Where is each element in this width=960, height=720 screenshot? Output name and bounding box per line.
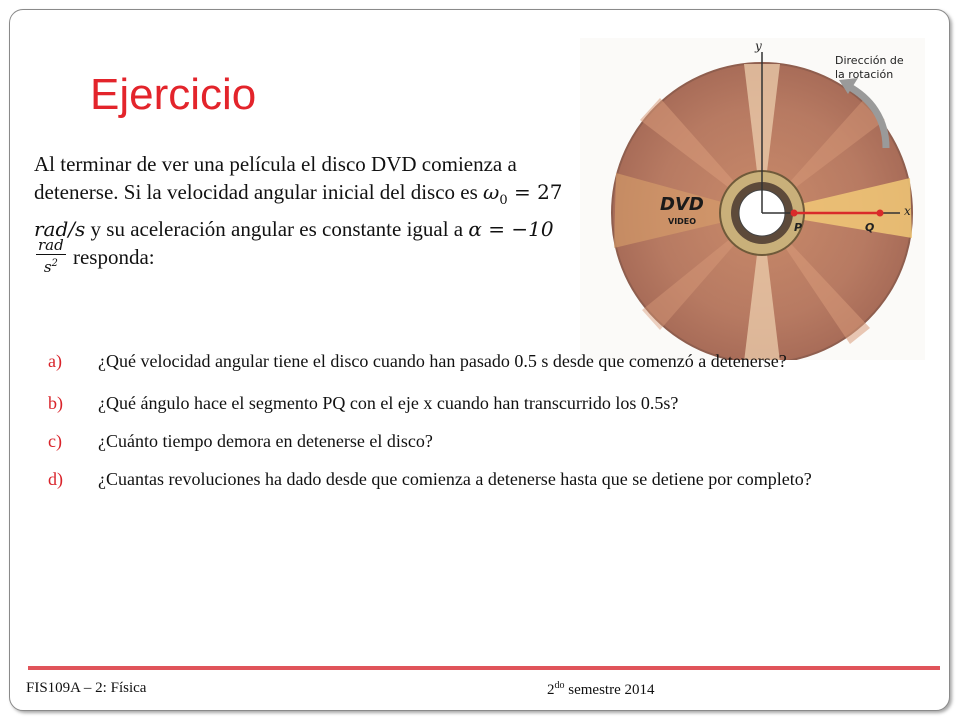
dvd-logo: DVD <box>660 194 704 215</box>
question-marker: c) <box>48 431 62 451</box>
question-marker: b) <box>48 393 63 413</box>
semester-text: semestre 2014 <box>564 682 655 698</box>
question-item <box>48 466 868 492</box>
omega-symbol: ω <box>483 180 500 204</box>
alpha-value: α = −10 <box>468 217 554 241</box>
point-q-marker <box>877 210 884 217</box>
semester-ordinal: do <box>554 680 565 691</box>
question-text: ¿Cuánto tiempo demora en detenerse el disco? <box>98 431 433 451</box>
point-q-label: Q <box>865 221 875 234</box>
fraction-denominator-exponent: 2 <box>51 257 58 269</box>
footer-divider <box>28 666 940 670</box>
problem-statement <box>34 150 579 276</box>
footer-course: FIS109A – 2: Física <box>26 680 147 696</box>
question-text: ¿Cuantas revoluciones ha dado desde que comienza a detenerse hasta que se detiene por completo? <box>98 469 812 489</box>
intro-text-1: Al terminar de ver una película el disco DVD comienza a detenerse. Si la velocidad angular inicial del disco es <box>34 152 517 204</box>
fraction-denominator <box>42 255 60 276</box>
question-marker: d) <box>48 469 63 489</box>
alpha-expression <box>468 217 553 241</box>
question-item <box>48 390 868 416</box>
alpha-unit-fraction <box>36 237 66 276</box>
omega-subscript: 0 <box>499 193 508 208</box>
semester-number: 2 <box>547 682 555 698</box>
question-item <box>48 428 868 454</box>
point-p-label: P <box>794 221 803 234</box>
fraction-numerator: rad <box>38 235 64 254</box>
omega-value: = 27 <box>507 180 563 204</box>
intro-text-3: responda: <box>67 245 155 269</box>
dvd-video-label: VIDEO <box>668 217 697 226</box>
omega-unit: rad/s <box>34 217 86 241</box>
question-text: ¿Qué velocidad angular tiene el disco cuando han pasado 0.5 s desde que comenzó a detenerse? <box>98 351 787 371</box>
fraction-denominator-base: s <box>43 257 52 276</box>
question-marker: a) <box>48 351 62 371</box>
dvd-figure <box>580 38 925 360</box>
question-item <box>48 348 868 374</box>
question-list <box>48 348 868 504</box>
question-text: ¿Qué ángulo hace el segmento PQ con el eje x cuando han transcurrido los 0.5s? <box>98 393 679 413</box>
x-axis-label: x <box>904 204 911 218</box>
y-axis-label: y <box>755 39 762 53</box>
rotation-label-line-2: la rotación <box>835 68 894 81</box>
rotation-label-line-1: Dirección de <box>835 54 904 67</box>
intro-text-2: y su aceleración angular es constante igual a <box>85 217 469 241</box>
slide-title: Ejercicio <box>90 70 257 119</box>
point-p-marker <box>791 210 798 217</box>
footer-semester <box>547 680 654 699</box>
